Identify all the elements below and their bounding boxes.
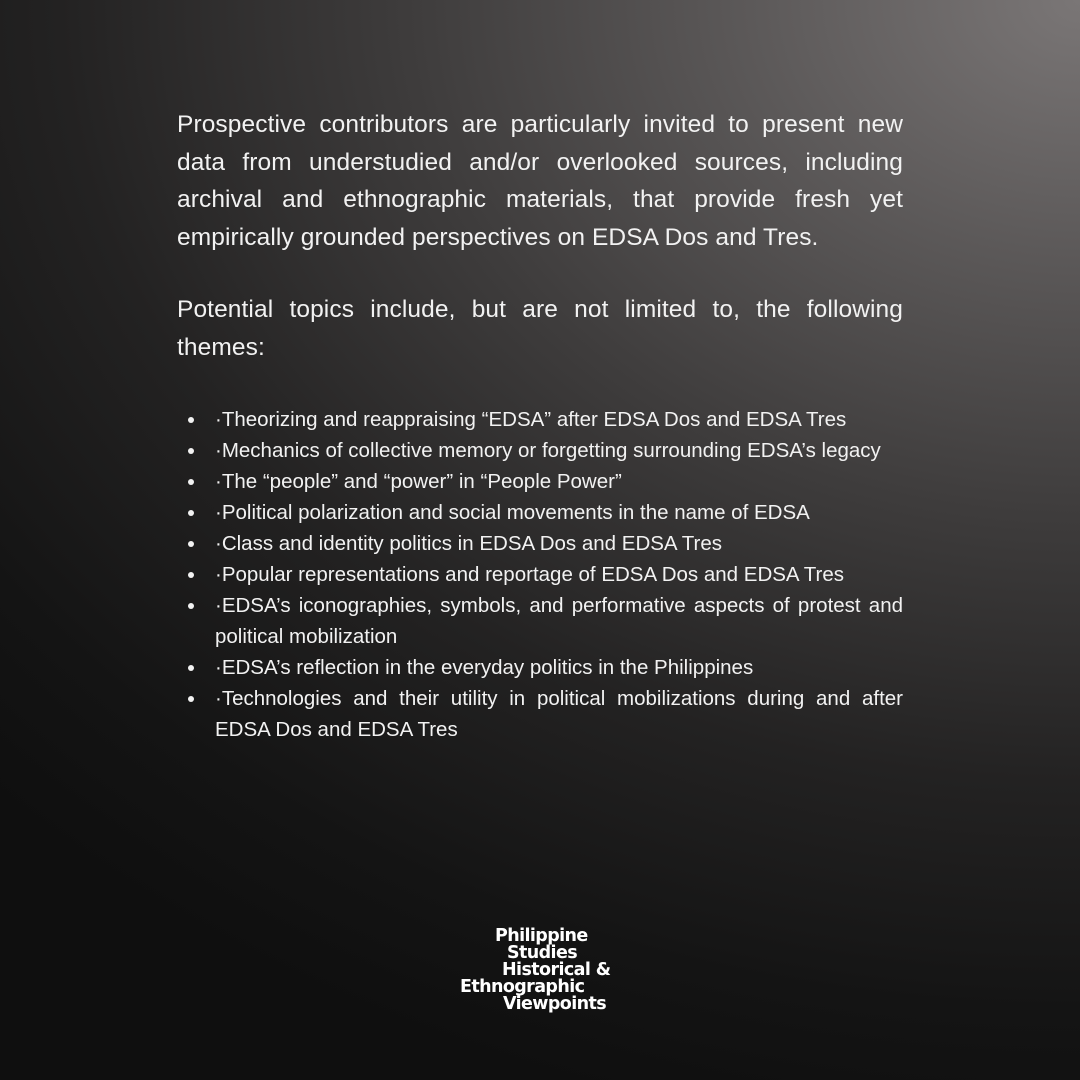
bullet-icon	[188, 448, 194, 454]
list-item	[215, 466, 903, 497]
topic-text: ·EDSA’s reflection in the everyday politics in the Philippines	[215, 656, 754, 679]
list-item	[215, 559, 903, 590]
list-item	[215, 404, 903, 435]
bullet-icon	[188, 510, 194, 516]
bullet-icon	[188, 479, 194, 485]
logo-line: Ethnographic	[460, 977, 585, 997]
logo-line: Studies	[507, 943, 578, 963]
intro-paragraph: Prospective contributors are particularly invited to present new data from understudied and/or overlooked sources, including archival and ethnographic materials, that provide fresh yet empirically grounded perspectives on EDSA Dos and Tres.	[177, 111, 903, 251]
topics-lead-paragraph: Potential topics include, but are not limited to, the following themes:	[177, 296, 903, 361]
topic-text: ·Popular representations and reportage of EDSA Dos and EDSA Tres	[215, 563, 845, 586]
list-item	[215, 435, 903, 466]
bullet-icon	[188, 665, 194, 671]
logo-line: Philippine	[495, 926, 588, 946]
list-item	[215, 590, 903, 652]
list-item	[215, 528, 903, 559]
list-item	[215, 652, 903, 683]
topics-list	[177, 404, 903, 745]
bullet-icon	[188, 572, 194, 578]
bullet-icon	[188, 417, 194, 423]
bullet-icon	[188, 696, 194, 702]
bullet-icon	[188, 541, 194, 547]
topic-text: ·Theorizing and reappraising “EDSA” after EDSA Dos and EDSA Tres	[215, 408, 847, 431]
topic-text: ·Class and identity politics in EDSA Dos and EDSA Tres	[215, 532, 723, 555]
list-item	[215, 497, 903, 528]
logo-line: Viewpoints	[503, 994, 607, 1014]
bullet-icon	[188, 603, 194, 609]
topic-text: ·Political polarization and social movements in the name of EDSA	[215, 501, 810, 524]
logo-line: Historical &	[502, 960, 611, 980]
journal-logo	[455, 928, 635, 1018]
topic-text: ·Mechanics of collective memory or forgetting surrounding EDSA’s legacy	[215, 439, 881, 462]
topic-text: ·EDSA’s iconographies, symbols, and performative aspects of protest and political mobilization	[215, 594, 903, 648]
main-content	[177, 106, 903, 745]
topic-text: ·Technologies and their utility in political mobilizations during and after EDSA Dos and EDSA Tres	[215, 687, 903, 741]
list-item	[215, 683, 903, 745]
topic-text: ·The “people” and “power” in “People Power”	[215, 470, 622, 493]
